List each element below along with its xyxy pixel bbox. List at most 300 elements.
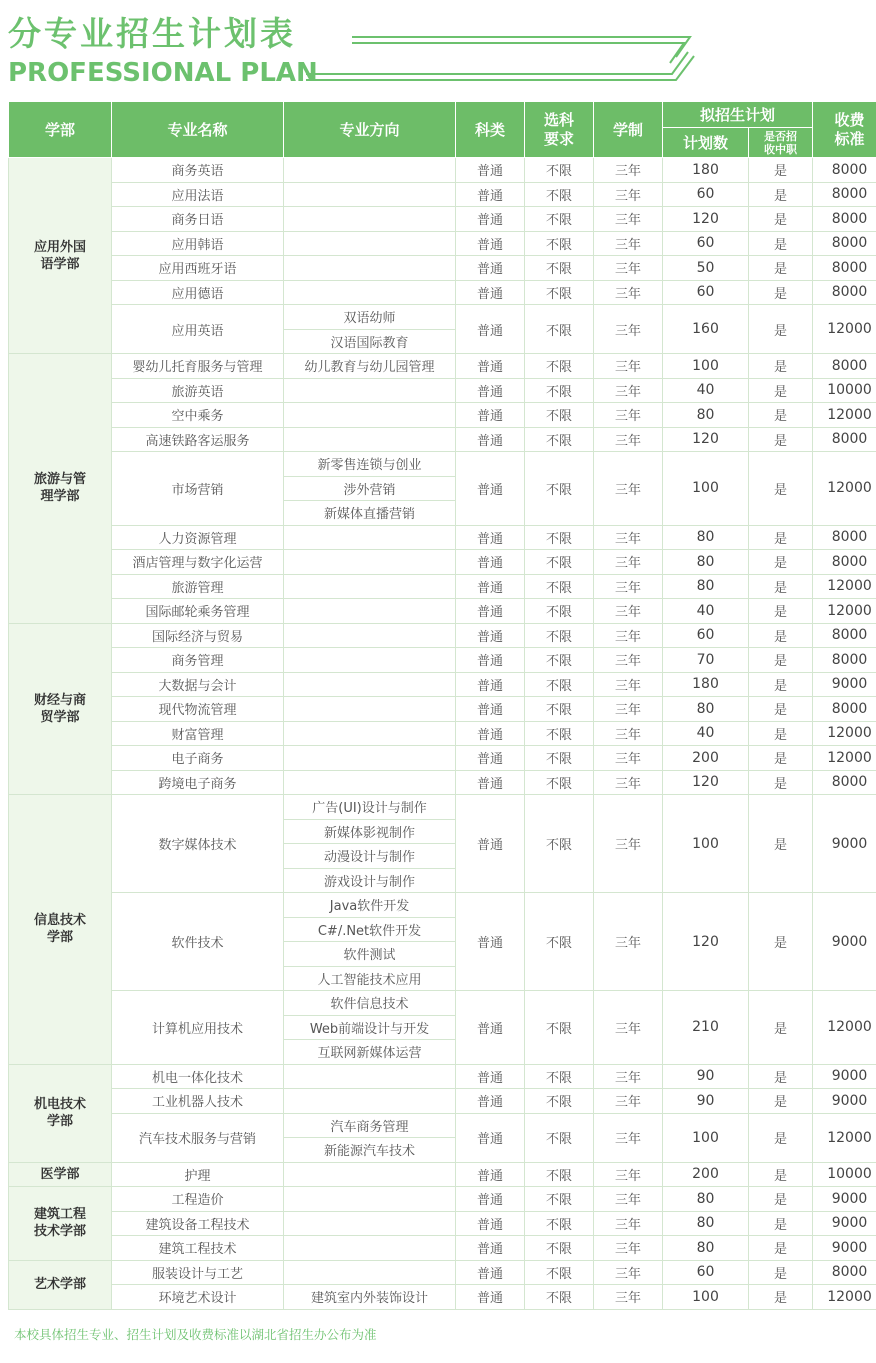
major-name-cell: 国际经济与贸易 — [112, 623, 284, 648]
direction-cell — [284, 550, 456, 575]
fee-cell: 9000 — [813, 1236, 876, 1261]
category-cell: 普通 — [456, 378, 525, 403]
fee-cell: 12000 — [813, 1285, 876, 1310]
category-cell: 普通 — [456, 623, 525, 648]
direction-cell — [284, 1187, 456, 1212]
duration-cell: 三年 — [594, 305, 663, 354]
direction-cell — [284, 1162, 456, 1187]
direction-cell — [284, 1089, 456, 1114]
category-cell: 普通 — [456, 1113, 525, 1162]
fee-cell: 9000 — [813, 1211, 876, 1236]
duration-cell: 三年 — [594, 1285, 663, 1310]
category-cell: 普通 — [456, 672, 525, 697]
plan-count-cell: 60 — [663, 231, 749, 256]
fee-cell: 9000 — [813, 1187, 876, 1212]
category-cell: 普通 — [456, 1089, 525, 1114]
table-row — [9, 1113, 876, 1138]
vocational-cell: 是 — [749, 305, 813, 354]
major-name-cell: 环境艺术设计 — [112, 1285, 284, 1310]
duration-cell: 三年 — [594, 231, 663, 256]
vocational-cell: 是 — [749, 452, 813, 526]
direction-cell: 建筑室内外装饰设计 — [284, 1285, 456, 1310]
fee-cell: 8000 — [813, 697, 876, 722]
table-row — [9, 1187, 876, 1212]
fee-cell: 9000 — [813, 1064, 876, 1089]
vocational-cell: 是 — [749, 746, 813, 771]
direction-cell: 软件测试 — [284, 942, 456, 967]
fee-cell: 8000 — [813, 770, 876, 795]
direction-cell: 双语幼师 — [284, 305, 456, 330]
vocational-cell: 是 — [749, 795, 813, 893]
subject-cell: 不限 — [525, 182, 594, 207]
table-row — [9, 550, 876, 575]
duration-cell: 三年 — [594, 1260, 663, 1285]
category-cell: 普通 — [456, 550, 525, 575]
direction-cell — [284, 697, 456, 722]
duration-cell: 三年 — [594, 354, 663, 379]
category-cell: 普通 — [456, 1285, 525, 1310]
subject-cell: 不限 — [525, 1260, 594, 1285]
vocational-cell: 是 — [749, 1089, 813, 1114]
major-name-cell: 服装设计与工艺 — [112, 1260, 284, 1285]
vocational-cell: 是 — [749, 574, 813, 599]
department-cell: 建筑工程技术学部 — [9, 1187, 112, 1261]
fee-cell: 12000 — [813, 574, 876, 599]
category-cell: 普通 — [456, 795, 525, 893]
major-name-cell: 旅游英语 — [112, 378, 284, 403]
title-decoration-lines — [0, 0, 876, 100]
fee-cell: 9000 — [813, 1089, 876, 1114]
duration-cell: 三年 — [594, 991, 663, 1065]
plan-count-cell: 40 — [663, 721, 749, 746]
duration-cell: 三年 — [594, 182, 663, 207]
vocational-cell: 是 — [749, 991, 813, 1065]
subject-cell: 不限 — [525, 207, 594, 232]
duration-cell: 三年 — [594, 623, 663, 648]
fee-cell: 12000 — [813, 452, 876, 526]
table-row — [9, 721, 876, 746]
vocational-cell: 是 — [749, 770, 813, 795]
col-header-plan-group: 拟招生计划 — [663, 102, 813, 128]
major-name-cell: 建筑工程技术 — [112, 1236, 284, 1261]
direction-cell — [284, 599, 456, 624]
duration-cell: 三年 — [594, 770, 663, 795]
table-row — [9, 746, 876, 771]
department-cell: 医学部 — [9, 1162, 112, 1187]
subject-cell: 不限 — [525, 1285, 594, 1310]
duration-cell: 三年 — [594, 795, 663, 893]
direction-cell: 新能源汽车技术 — [284, 1138, 456, 1163]
major-name-cell: 人力资源管理 — [112, 525, 284, 550]
table-row — [9, 378, 876, 403]
vocational-cell: 是 — [749, 1064, 813, 1089]
major-name-cell: 护理 — [112, 1162, 284, 1187]
direction-cell: 涉外营销 — [284, 476, 456, 501]
fee-cell: 8000 — [813, 648, 876, 673]
plan-count-cell: 80 — [663, 525, 749, 550]
page-subtitle: PROFESSIONAL PLAN — [8, 58, 318, 88]
table-row — [9, 697, 876, 722]
table-row — [9, 1064, 876, 1089]
direction-cell: Web前端设计与开发 — [284, 1015, 456, 1040]
table-row — [9, 648, 876, 673]
subject-cell: 不限 — [525, 770, 594, 795]
vocational-cell: 是 — [749, 1285, 813, 1310]
fee-cell: 12000 — [813, 305, 876, 354]
table-row — [9, 280, 876, 305]
subject-cell: 不限 — [525, 893, 594, 991]
category-cell: 普通 — [456, 574, 525, 599]
department-cell: 旅游与管理学部 — [9, 354, 112, 624]
duration-cell: 三年 — [594, 525, 663, 550]
subject-cell: 不限 — [525, 599, 594, 624]
subject-cell: 不限 — [525, 452, 594, 526]
col-header-category: 科类 — [456, 102, 525, 158]
major-name-cell: 机电一体化技术 — [112, 1064, 284, 1089]
vocational-cell: 是 — [749, 648, 813, 673]
subject-cell: 不限 — [525, 1113, 594, 1162]
category-cell: 普通 — [456, 1162, 525, 1187]
vocational-cell: 是 — [749, 158, 813, 183]
category-cell: 普通 — [456, 256, 525, 281]
category-cell: 普通 — [456, 1236, 525, 1261]
direction-cell — [284, 770, 456, 795]
vocational-cell: 是 — [749, 182, 813, 207]
subject-cell: 不限 — [525, 697, 594, 722]
major-name-cell: 数字媒体技术 — [112, 795, 284, 893]
major-name-cell: 现代物流管理 — [112, 697, 284, 722]
table-row — [9, 1211, 876, 1236]
major-name-cell: 应用英语 — [112, 305, 284, 354]
fee-cell: 10000 — [813, 1162, 876, 1187]
plan-count-cell: 120 — [663, 770, 749, 795]
plan-count-cell: 180 — [663, 672, 749, 697]
direction-cell: 幼儿教育与幼儿园管理 — [284, 354, 456, 379]
subject-cell: 不限 — [525, 574, 594, 599]
major-name-cell: 旅游管理 — [112, 574, 284, 599]
duration-cell: 三年 — [594, 893, 663, 991]
table-row — [9, 1236, 876, 1261]
vocational-cell: 是 — [749, 427, 813, 452]
subject-cell: 不限 — [525, 648, 594, 673]
plan-count-cell: 120 — [663, 893, 749, 991]
category-cell: 普通 — [456, 770, 525, 795]
plan-count-cell: 100 — [663, 354, 749, 379]
major-name-cell: 工业机器人技术 — [112, 1089, 284, 1114]
duration-cell: 三年 — [594, 672, 663, 697]
direction-cell — [284, 231, 456, 256]
major-name-cell: 计算机应用技术 — [112, 991, 284, 1065]
duration-cell: 三年 — [594, 550, 663, 575]
duration-cell: 三年 — [594, 1211, 663, 1236]
major-name-cell: 市场营销 — [112, 452, 284, 526]
fee-cell: 8000 — [813, 256, 876, 281]
fee-cell: 9000 — [813, 795, 876, 893]
fee-cell: 12000 — [813, 991, 876, 1065]
subject-cell: 不限 — [525, 305, 594, 354]
fee-cell: 8000 — [813, 427, 876, 452]
fee-cell: 9000 — [813, 893, 876, 991]
col-header-dept: 学部 — [9, 102, 112, 158]
col-header-plan-count: 计划数 — [663, 128, 749, 158]
major-name-cell: 商务管理 — [112, 648, 284, 673]
vocational-cell: 是 — [749, 697, 813, 722]
duration-cell: 三年 — [594, 648, 663, 673]
fee-cell: 8000 — [813, 525, 876, 550]
duration-cell: 三年 — [594, 574, 663, 599]
plan-count-cell: 160 — [663, 305, 749, 354]
vocational-cell: 是 — [749, 672, 813, 697]
fee-cell: 8000 — [813, 354, 876, 379]
direction-cell — [284, 672, 456, 697]
subject-cell: 不限 — [525, 550, 594, 575]
table-body — [9, 158, 876, 1310]
duration-cell: 三年 — [594, 1113, 663, 1162]
duration-cell: 三年 — [594, 599, 663, 624]
major-name-cell: 婴幼儿托育服务与管理 — [112, 354, 284, 379]
direction-cell: 游戏设计与制作 — [284, 868, 456, 893]
vocational-cell: 是 — [749, 354, 813, 379]
table-row — [9, 182, 876, 207]
category-cell: 普通 — [456, 697, 525, 722]
table-row — [9, 623, 876, 648]
table-row — [9, 574, 876, 599]
subject-cell: 不限 — [525, 1162, 594, 1187]
category-cell: 普通 — [456, 1064, 525, 1089]
plan-count-cell: 100 — [663, 795, 749, 893]
plan-count-cell: 120 — [663, 427, 749, 452]
plan-count-cell: 80 — [663, 403, 749, 428]
category-cell: 普通 — [456, 721, 525, 746]
table-row — [9, 427, 876, 452]
direction-cell — [284, 574, 456, 599]
duration-cell: 三年 — [594, 158, 663, 183]
table-row — [9, 231, 876, 256]
category-cell: 普通 — [456, 525, 525, 550]
table-row — [9, 1162, 876, 1187]
major-name-cell: 空中乘务 — [112, 403, 284, 428]
page-header — [0, 0, 876, 100]
major-name-cell: 跨境电子商务 — [112, 770, 284, 795]
subject-cell: 不限 — [525, 1236, 594, 1261]
col-header-duration: 学制 — [594, 102, 663, 158]
duration-cell: 三年 — [594, 697, 663, 722]
table-row — [9, 403, 876, 428]
category-cell: 普通 — [456, 893, 525, 991]
category-cell: 普通 — [456, 746, 525, 771]
direction-cell: 新零售连锁与创业 — [284, 452, 456, 477]
col-header-fee: 收费标准 — [813, 102, 876, 158]
direction-cell — [284, 1211, 456, 1236]
category-cell: 普通 — [456, 427, 525, 452]
table-row — [9, 599, 876, 624]
vocational-cell: 是 — [749, 280, 813, 305]
vocational-cell: 是 — [749, 256, 813, 281]
duration-cell: 三年 — [594, 746, 663, 771]
plan-count-cell: 80 — [663, 1211, 749, 1236]
plan-count-cell: 60 — [663, 280, 749, 305]
direction-cell — [284, 378, 456, 403]
fee-cell: 10000 — [813, 378, 876, 403]
vocational-cell: 是 — [749, 1260, 813, 1285]
fee-cell: 12000 — [813, 746, 876, 771]
major-name-cell: 高速铁路客运服务 — [112, 427, 284, 452]
plan-count-cell: 100 — [663, 452, 749, 526]
duration-cell: 三年 — [594, 452, 663, 526]
vocational-cell: 是 — [749, 623, 813, 648]
major-name-cell: 国际邮轮乘务管理 — [112, 599, 284, 624]
subject-cell: 不限 — [525, 354, 594, 379]
vocational-cell: 是 — [749, 525, 813, 550]
vocational-cell: 是 — [749, 403, 813, 428]
plan-count-cell: 90 — [663, 1089, 749, 1114]
plan-count-cell: 80 — [663, 1187, 749, 1212]
vocational-cell: 是 — [749, 599, 813, 624]
table-row — [9, 158, 876, 183]
category-cell: 普通 — [456, 158, 525, 183]
major-name-cell: 应用德语 — [112, 280, 284, 305]
vocational-cell: 是 — [749, 893, 813, 991]
plan-count-cell: 90 — [663, 1064, 749, 1089]
direction-cell: 互联网新媒体运营 — [284, 1040, 456, 1065]
duration-cell: 三年 — [594, 1187, 663, 1212]
direction-cell — [284, 746, 456, 771]
col-header-major: 专业名称 — [112, 102, 284, 158]
plan-count-cell: 80 — [663, 697, 749, 722]
duration-cell: 三年 — [594, 721, 663, 746]
subject-cell: 不限 — [525, 1211, 594, 1236]
fee-cell: 9000 — [813, 672, 876, 697]
direction-cell — [284, 721, 456, 746]
subject-cell: 不限 — [525, 256, 594, 281]
table-header — [9, 102, 876, 158]
department-cell: 信息技术学部 — [9, 795, 112, 1065]
category-cell: 普通 — [456, 599, 525, 624]
major-name-cell: 软件技术 — [112, 893, 284, 991]
subject-cell: 不限 — [525, 721, 594, 746]
category-cell: 普通 — [456, 1260, 525, 1285]
footer-note: 本校具体招生专业、招生计划及收费标准以湖北省招生办公布为准 — [14, 1327, 377, 1342]
major-name-cell: 汽车技术服务与营销 — [112, 1113, 284, 1162]
direction-cell — [284, 1260, 456, 1285]
major-name-cell: 应用西班牙语 — [112, 256, 284, 281]
table-row — [9, 991, 876, 1016]
category-cell: 普通 — [456, 991, 525, 1065]
direction-cell — [284, 182, 456, 207]
direction-cell — [284, 280, 456, 305]
category-cell: 普通 — [456, 403, 525, 428]
table-row — [9, 452, 876, 477]
fee-cell: 8000 — [813, 182, 876, 207]
duration-cell: 三年 — [594, 256, 663, 281]
major-name-cell: 财富管理 — [112, 721, 284, 746]
vocational-cell: 是 — [749, 1236, 813, 1261]
duration-cell: 三年 — [594, 1089, 663, 1114]
direction-cell: 新媒体直播营销 — [284, 501, 456, 526]
major-name-cell: 大数据与会计 — [112, 672, 284, 697]
duration-cell: 三年 — [594, 207, 663, 232]
duration-cell: 三年 — [594, 427, 663, 452]
department-cell: 机电技术学部 — [9, 1064, 112, 1162]
duration-cell: 三年 — [594, 1064, 663, 1089]
subject-cell: 不限 — [525, 403, 594, 428]
subject-cell: 不限 — [525, 991, 594, 1065]
subject-cell: 不限 — [525, 378, 594, 403]
fee-cell: 12000 — [813, 1113, 876, 1162]
vocational-cell: 是 — [749, 1113, 813, 1162]
table-row — [9, 672, 876, 697]
plan-count-cell: 100 — [663, 1285, 749, 1310]
vocational-cell: 是 — [749, 231, 813, 256]
plan-count-cell: 60 — [663, 182, 749, 207]
major-name-cell: 商务日语 — [112, 207, 284, 232]
category-cell: 普通 — [456, 280, 525, 305]
vocational-cell: 是 — [749, 721, 813, 746]
col-header-subject: 选科要求 — [525, 102, 594, 158]
direction-cell — [284, 207, 456, 232]
major-name-cell: 应用韩语 — [112, 231, 284, 256]
enrollment-plan-table — [8, 101, 876, 1310]
category-cell: 普通 — [456, 1211, 525, 1236]
table-row — [9, 1285, 876, 1310]
plan-count-cell: 40 — [663, 599, 749, 624]
fee-cell: 12000 — [813, 599, 876, 624]
direction-cell — [284, 403, 456, 428]
table-row — [9, 770, 876, 795]
subject-cell: 不限 — [525, 231, 594, 256]
table-row — [9, 525, 876, 550]
direction-cell: 汽车商务管理 — [284, 1113, 456, 1138]
table-row — [9, 893, 876, 918]
subject-cell: 不限 — [525, 1089, 594, 1114]
fee-cell: 8000 — [813, 550, 876, 575]
table-row — [9, 795, 876, 820]
table-row — [9, 1089, 876, 1114]
plan-count-cell: 210 — [663, 991, 749, 1065]
category-cell: 普通 — [456, 305, 525, 354]
subject-cell: 不限 — [525, 1187, 594, 1212]
vocational-cell: 是 — [749, 1211, 813, 1236]
direction-cell: 汉语国际教育 — [284, 329, 456, 354]
direction-cell: C#/.Net软件开发 — [284, 917, 456, 942]
vocational-cell: 是 — [749, 378, 813, 403]
direction-cell — [284, 1236, 456, 1261]
major-name-cell: 工程造价 — [112, 1187, 284, 1212]
subject-cell: 不限 — [525, 525, 594, 550]
plan-count-cell: 70 — [663, 648, 749, 673]
category-cell: 普通 — [456, 231, 525, 256]
subject-cell: 不限 — [525, 672, 594, 697]
major-name-cell: 应用法语 — [112, 182, 284, 207]
plan-count-cell: 120 — [663, 207, 749, 232]
duration-cell: 三年 — [594, 378, 663, 403]
category-cell: 普通 — [456, 452, 525, 526]
plan-count-cell: 80 — [663, 574, 749, 599]
plan-count-cell: 180 — [663, 158, 749, 183]
plan-count-cell: 80 — [663, 1236, 749, 1261]
major-name-cell: 建筑设备工程技术 — [112, 1211, 284, 1236]
department-cell: 财经与商贸学部 — [9, 623, 112, 795]
page-title: 分专业招生计划表 — [8, 14, 296, 53]
direction-cell — [284, 158, 456, 183]
major-name-cell: 商务英语 — [112, 158, 284, 183]
plan-count-cell: 60 — [663, 1260, 749, 1285]
fee-cell: 8000 — [813, 280, 876, 305]
direction-cell: 软件信息技术 — [284, 991, 456, 1016]
plan-count-cell: 100 — [663, 1113, 749, 1162]
direction-cell — [284, 525, 456, 550]
direction-cell: 动漫设计与制作 — [284, 844, 456, 869]
